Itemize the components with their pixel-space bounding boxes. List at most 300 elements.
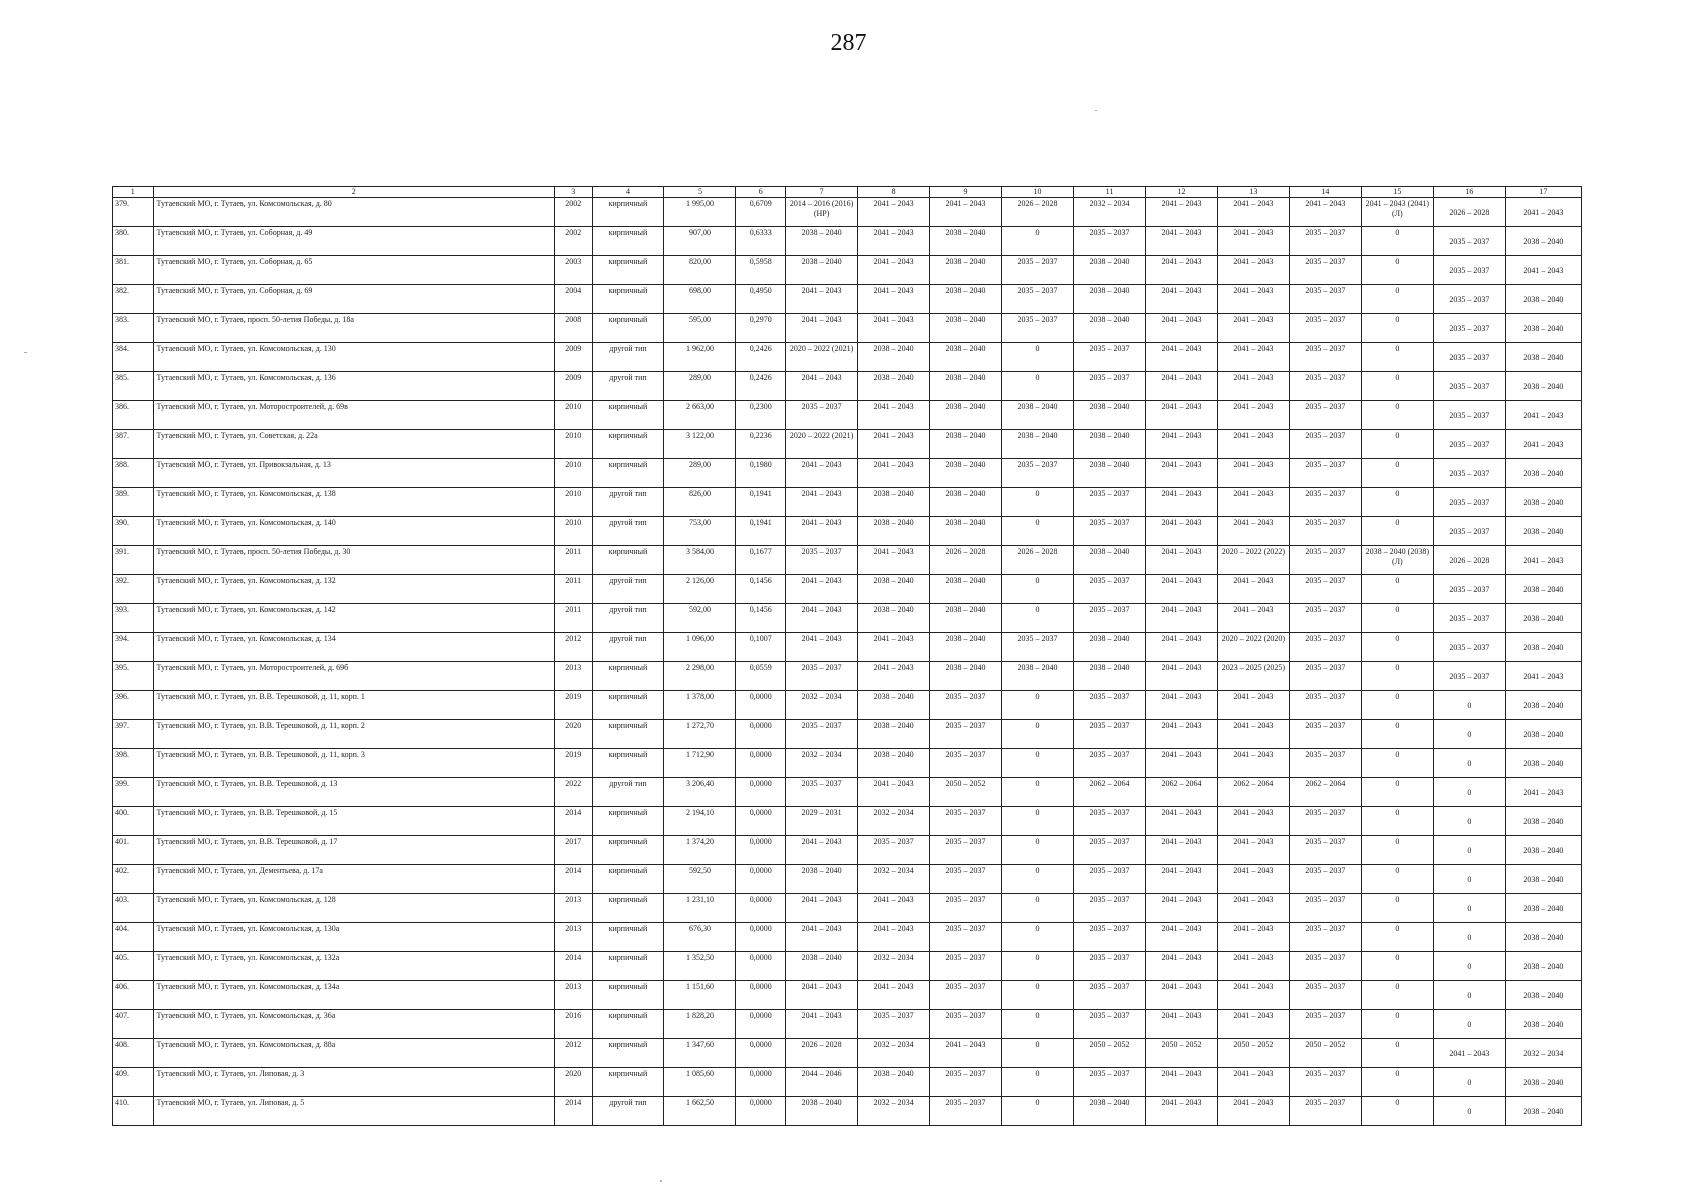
scan-speck bbox=[1095, 110, 1097, 111]
column-number-cell: 7 bbox=[786, 187, 858, 198]
table-row bbox=[113, 662, 1582, 691]
period-cell-col-8: 2035 – 2037 bbox=[858, 836, 930, 865]
period-cell-col-17: 2041 – 2043 bbox=[1505, 546, 1581, 575]
period-cell-col-7: 2041 – 2043 bbox=[786, 285, 858, 314]
period-cell-col-11: 2038 – 2040 bbox=[1073, 662, 1145, 691]
period-cell-col-16: 0 bbox=[1433, 691, 1505, 720]
period-cell-col-16: 2041 – 2043 bbox=[1433, 1039, 1505, 1068]
build-year-cell: 2022 bbox=[555, 778, 593, 807]
row-number-cell: 382. bbox=[113, 285, 154, 314]
period-cell-col-11: 2035 – 2037 bbox=[1073, 1010, 1145, 1039]
table-row bbox=[113, 517, 1582, 546]
build-year-cell: 2020 bbox=[555, 720, 593, 749]
wear-cell: 0,0000 bbox=[736, 1010, 786, 1039]
period-cell-col-14: 2035 – 2037 bbox=[1289, 575, 1361, 604]
period-cell-col-10: 2026 – 2028 bbox=[1002, 546, 1074, 575]
wear-cell: 0,0000 bbox=[736, 749, 786, 778]
address-cell: Тутаевский МО, г. Тутаев, ул. Комсомольская, д. 132а bbox=[153, 952, 554, 981]
period-cell-col-12: 2041 – 2043 bbox=[1145, 836, 1217, 865]
row-number-cell: 390. bbox=[113, 517, 154, 546]
address-cell: Тутаевский МО, г. Тутаев, ул. Комсомольская, д. 132 bbox=[153, 575, 554, 604]
wall-type-cell: кирпичный bbox=[592, 314, 664, 343]
period-cell-col-13: 2041 – 2043 bbox=[1217, 227, 1289, 256]
table-row bbox=[113, 1097, 1582, 1126]
area-cell: 1 962,00 bbox=[664, 343, 736, 372]
period-cell-col-10: 2035 – 2037 bbox=[1002, 256, 1074, 285]
address-cell: Тутаевский МО, г. Тутаев, ул. Соборная, д. 49 bbox=[153, 227, 554, 256]
period-cell-col-10: 0 bbox=[1002, 894, 1074, 923]
row-number-cell: 383. bbox=[113, 314, 154, 343]
period-cell-col-10: 0 bbox=[1002, 1010, 1074, 1039]
period-cell-col-11: 2035 – 2037 bbox=[1073, 575, 1145, 604]
period-cell-col-14: 2035 – 2037 bbox=[1289, 314, 1361, 343]
period-cell-col-14: 2035 – 2037 bbox=[1289, 865, 1361, 894]
period-cell-col-10: 0 bbox=[1002, 1097, 1074, 1126]
wall-type-cell: другой тип bbox=[592, 517, 664, 546]
period-cell-col-11: 2035 – 2037 bbox=[1073, 807, 1145, 836]
table-row bbox=[113, 459, 1582, 488]
wear-cell: 0,2300 bbox=[736, 401, 786, 430]
table-row bbox=[113, 285, 1582, 314]
period-cell-col-12: 2041 – 2043 bbox=[1145, 691, 1217, 720]
period-cell-col-8: 2038 – 2040 bbox=[858, 1068, 930, 1097]
period-cell-col-12: 2041 – 2043 bbox=[1145, 894, 1217, 923]
period-cell-col-11: 2035 – 2037 bbox=[1073, 691, 1145, 720]
period-cell-col-17: 2038 – 2040 bbox=[1505, 488, 1581, 517]
address-cell: Тутаевский МО, г. Тутаев, ул. Липовая, д. 3 bbox=[153, 1068, 554, 1097]
area-cell: 1 272,70 bbox=[664, 720, 736, 749]
address-cell: Тутаевский МО, г. Тутаев, ул. В.В. Терешковой, д. 15 bbox=[153, 807, 554, 836]
period-cell-col-14: 2035 – 2037 bbox=[1289, 1010, 1361, 1039]
column-number-cell: 9 bbox=[930, 187, 1002, 198]
wall-type-cell: другой тип bbox=[592, 575, 664, 604]
period-cell-col-7: 2038 – 2040 bbox=[786, 952, 858, 981]
row-number-cell: 391. bbox=[113, 546, 154, 575]
wall-type-cell: кирпичный bbox=[592, 1039, 664, 1068]
period-cell-col-8: 2038 – 2040 bbox=[858, 517, 930, 546]
wall-type-cell: кирпичный bbox=[592, 285, 664, 314]
period-cell-col-17: 2038 – 2040 bbox=[1505, 227, 1581, 256]
wear-cell: 0,0000 bbox=[736, 923, 786, 952]
period-cell-col-8: 2041 – 2043 bbox=[858, 633, 930, 662]
wear-cell: 0,0000 bbox=[736, 778, 786, 807]
address-cell: Тутаевский МО, г. Тутаев, ул. Соборная, д. 69 bbox=[153, 285, 554, 314]
period-cell-col-16: 2035 – 2037 bbox=[1433, 459, 1505, 488]
wear-cell: 0,0000 bbox=[736, 952, 786, 981]
period-cell-col-17: 2038 – 2040 bbox=[1505, 894, 1581, 923]
period-cell-col-10: 0 bbox=[1002, 923, 1074, 952]
period-cell-col-17: 2038 – 2040 bbox=[1505, 1068, 1581, 1097]
period-cell-col-7: 2032 – 2034 bbox=[786, 749, 858, 778]
area-cell: 1 231,10 bbox=[664, 894, 736, 923]
period-cell-col-13: 2041 – 2043 bbox=[1217, 981, 1289, 1010]
build-year-cell: 2013 bbox=[555, 981, 593, 1010]
period-cell-col-8: 2041 – 2043 bbox=[858, 923, 930, 952]
period-cell-col-13: 2041 – 2043 bbox=[1217, 894, 1289, 923]
period-cell-col-8: 2041 – 2043 bbox=[858, 401, 930, 430]
period-cell-col-13: 2041 – 2043 bbox=[1217, 1068, 1289, 1097]
period-cell-col-16: 2035 – 2037 bbox=[1433, 633, 1505, 662]
period-cell-col-15: 0 bbox=[1361, 517, 1433, 546]
row-number-cell: 380. bbox=[113, 227, 154, 256]
period-cell-col-7: 2014 – 2016 (2016) (НР) bbox=[786, 198, 858, 227]
period-cell-col-16: 2026 – 2028 bbox=[1433, 198, 1505, 227]
period-cell-col-12: 2041 – 2043 bbox=[1145, 227, 1217, 256]
row-number-cell: 394. bbox=[113, 633, 154, 662]
period-cell-col-10: 2026 – 2028 bbox=[1002, 198, 1074, 227]
period-cell-col-16: 2035 – 2037 bbox=[1433, 401, 1505, 430]
build-year-cell: 2020 bbox=[555, 1068, 593, 1097]
period-cell-col-14: 2035 – 2037 bbox=[1289, 836, 1361, 865]
area-cell: 1 828,20 bbox=[664, 1010, 736, 1039]
page-number: 287 bbox=[830, 30, 867, 56]
period-cell-col-17: 2032 – 2034 bbox=[1505, 1039, 1581, 1068]
build-year-cell: 2014 bbox=[555, 1097, 593, 1126]
period-cell-col-15: 0 bbox=[1361, 1010, 1433, 1039]
wall-type-cell: другой тип bbox=[592, 633, 664, 662]
period-cell-col-12: 2041 – 2043 bbox=[1145, 546, 1217, 575]
period-cell-col-12: 2041 – 2043 bbox=[1145, 401, 1217, 430]
period-cell-col-8: 2032 – 2034 bbox=[858, 865, 930, 894]
build-year-cell: 2019 bbox=[555, 749, 593, 778]
period-cell-col-12: 2041 – 2043 bbox=[1145, 749, 1217, 778]
wall-type-cell: другой тип bbox=[592, 488, 664, 517]
period-cell-col-10: 0 bbox=[1002, 836, 1074, 865]
period-cell-col-13: 2041 – 2043 bbox=[1217, 1097, 1289, 1126]
period-cell-col-13: 2041 – 2043 bbox=[1217, 807, 1289, 836]
wall-type-cell: кирпичный bbox=[592, 807, 664, 836]
period-cell-col-15: 0 bbox=[1361, 865, 1433, 894]
wall-type-cell: кирпичный bbox=[592, 1068, 664, 1097]
wear-cell: 0,2236 bbox=[736, 430, 786, 459]
area-cell: 2 298,00 bbox=[664, 662, 736, 691]
period-cell-col-12: 2041 – 2043 bbox=[1145, 198, 1217, 227]
period-cell-col-10: 2035 – 2037 bbox=[1002, 459, 1074, 488]
period-cell-col-17: 2041 – 2043 bbox=[1505, 430, 1581, 459]
period-cell-col-17: 2038 – 2040 bbox=[1505, 807, 1581, 836]
area-cell: 2 194,10 bbox=[664, 807, 736, 836]
row-number-cell: 379. bbox=[113, 198, 154, 227]
column-number-cell: 1 bbox=[113, 187, 154, 198]
period-cell-col-16: 2035 – 2037 bbox=[1433, 517, 1505, 546]
period-cell-col-10: 0 bbox=[1002, 749, 1074, 778]
period-cell-col-7: 2038 – 2040 bbox=[786, 227, 858, 256]
period-cell-col-8: 2038 – 2040 bbox=[858, 691, 930, 720]
period-cell-col-7: 2041 – 2043 bbox=[786, 372, 858, 401]
row-number-cell: 396. bbox=[113, 691, 154, 720]
wear-cell: 0,6709 bbox=[736, 198, 786, 227]
period-cell-col-17: 2038 – 2040 bbox=[1505, 372, 1581, 401]
period-cell-col-12: 2041 – 2043 bbox=[1145, 923, 1217, 952]
address-cell: Тутаевский МО, г. Тутаев, ул. Комсомольская, д. 128 bbox=[153, 894, 554, 923]
period-cell-col-13: 2041 – 2043 bbox=[1217, 923, 1289, 952]
address-cell: Тутаевский МО, г. Тутаев, ул. В.В. Терешковой, д. 11, корп. 1 bbox=[153, 691, 554, 720]
period-cell-col-10: 2038 – 2040 bbox=[1002, 430, 1074, 459]
table-row bbox=[113, 952, 1582, 981]
address-cell: Тутаевский МО, г. Тутаев, ул. Моторостроителей, д. 69в bbox=[153, 401, 554, 430]
period-cell-col-11: 2038 – 2040 bbox=[1073, 314, 1145, 343]
period-cell-col-15: 0 bbox=[1361, 1097, 1433, 1126]
area-cell: 826,00 bbox=[664, 488, 736, 517]
period-cell-col-8: 2041 – 2043 bbox=[858, 546, 930, 575]
period-cell-col-9: 2038 – 2040 bbox=[930, 227, 1002, 256]
period-cell-col-13: 2041 – 2043 bbox=[1217, 256, 1289, 285]
period-cell-col-8: 2041 – 2043 bbox=[858, 314, 930, 343]
wear-cell: 0,0000 bbox=[736, 1068, 786, 1097]
period-cell-col-7: 2041 – 2043 bbox=[786, 575, 858, 604]
period-cell-col-14: 2035 – 2037 bbox=[1289, 894, 1361, 923]
period-cell-col-8: 2038 – 2040 bbox=[858, 575, 930, 604]
row-number-cell: 393. bbox=[113, 604, 154, 633]
period-cell-col-15: 0 bbox=[1361, 459, 1433, 488]
period-cell-col-14: 2035 – 2037 bbox=[1289, 923, 1361, 952]
address-cell: Тутаевский МО, г. Тутаев, ул. Липовая, д. 5 bbox=[153, 1097, 554, 1126]
period-cell-col-10: 0 bbox=[1002, 865, 1074, 894]
period-cell-col-7: 2041 – 2043 bbox=[786, 894, 858, 923]
period-cell-col-17: 2041 – 2043 bbox=[1505, 256, 1581, 285]
wear-cell: 0,0000 bbox=[736, 691, 786, 720]
period-cell-col-9: 2038 – 2040 bbox=[930, 488, 1002, 517]
period-cell-col-17: 2041 – 2043 bbox=[1505, 401, 1581, 430]
period-cell-col-9: 2035 – 2037 bbox=[930, 836, 1002, 865]
period-cell-col-15: 0 bbox=[1361, 314, 1433, 343]
period-cell-col-10: 0 bbox=[1002, 807, 1074, 836]
wall-type-cell: кирпичный bbox=[592, 691, 664, 720]
row-number-cell: 386. bbox=[113, 401, 154, 430]
area-cell: 289,00 bbox=[664, 459, 736, 488]
period-cell-col-11: 2035 – 2037 bbox=[1073, 372, 1145, 401]
period-cell-col-9: 2038 – 2040 bbox=[930, 604, 1002, 633]
column-number-cell: 2 bbox=[153, 187, 554, 198]
period-cell-col-12: 2041 – 2043 bbox=[1145, 981, 1217, 1010]
period-cell-col-8: 2032 – 2034 bbox=[858, 952, 930, 981]
address-cell: Тутаевский МО, г. Тутаев, ул. Комсомольская, д. 136 bbox=[153, 372, 554, 401]
scan-speck bbox=[660, 1180, 662, 1182]
address-cell: Тутаевский МО, г. Тутаев, ул. Дементьева, д. 17а bbox=[153, 865, 554, 894]
build-year-cell: 2010 bbox=[555, 517, 593, 546]
period-cell-col-13: 2041 – 2043 bbox=[1217, 749, 1289, 778]
period-cell-col-16: 2035 – 2037 bbox=[1433, 575, 1505, 604]
wall-type-cell: кирпичный bbox=[592, 401, 664, 430]
table-row bbox=[113, 981, 1582, 1010]
period-cell-col-16: 0 bbox=[1433, 807, 1505, 836]
period-cell-col-13: 2041 – 2043 bbox=[1217, 430, 1289, 459]
wear-cell: 0,0000 bbox=[736, 720, 786, 749]
row-number-cell: 402. bbox=[113, 865, 154, 894]
period-cell-col-8: 2035 – 2037 bbox=[858, 1010, 930, 1039]
build-year-cell: 2014 bbox=[555, 952, 593, 981]
column-number-cell: 11 bbox=[1073, 187, 1145, 198]
period-cell-col-10: 0 bbox=[1002, 488, 1074, 517]
period-cell-col-15: 0 bbox=[1361, 285, 1433, 314]
build-year-cell: 2012 bbox=[555, 1039, 593, 1068]
period-cell-col-12: 2041 – 2043 bbox=[1145, 604, 1217, 633]
period-cell-col-15: 0 bbox=[1361, 691, 1433, 720]
build-year-cell: 2013 bbox=[555, 923, 593, 952]
build-year-cell: 2016 bbox=[555, 1010, 593, 1039]
period-cell-col-11: 2035 – 2037 bbox=[1073, 227, 1145, 256]
wall-type-cell: кирпичный bbox=[592, 923, 664, 952]
wall-type-cell: кирпичный bbox=[592, 749, 664, 778]
period-cell-col-9: 2035 – 2037 bbox=[930, 952, 1002, 981]
period-cell-col-16: 2026 – 2028 bbox=[1433, 546, 1505, 575]
period-cell-col-17: 2038 – 2040 bbox=[1505, 981, 1581, 1010]
period-cell-col-12: 2041 – 2043 bbox=[1145, 807, 1217, 836]
period-cell-col-15: 0 bbox=[1361, 1068, 1433, 1097]
period-cell-col-17: 2038 – 2040 bbox=[1505, 691, 1581, 720]
area-cell: 2 126,00 bbox=[664, 575, 736, 604]
period-cell-col-11: 2035 – 2037 bbox=[1073, 343, 1145, 372]
period-cell-col-10: 0 bbox=[1002, 517, 1074, 546]
table-row bbox=[113, 314, 1582, 343]
period-cell-col-9: 2038 – 2040 bbox=[930, 459, 1002, 488]
period-cell-col-13: 2041 – 2043 bbox=[1217, 952, 1289, 981]
wear-cell: 0,0000 bbox=[736, 865, 786, 894]
wall-type-cell: кирпичный bbox=[592, 459, 664, 488]
period-cell-col-8: 2041 – 2043 bbox=[858, 227, 930, 256]
area-cell: 1 085,60 bbox=[664, 1068, 736, 1097]
period-cell-col-13: 2041 – 2043 bbox=[1217, 314, 1289, 343]
period-cell-col-15: 0 bbox=[1361, 749, 1433, 778]
build-year-cell: 2010 bbox=[555, 459, 593, 488]
period-cell-col-11: 2035 – 2037 bbox=[1073, 836, 1145, 865]
period-cell-col-11: 2035 – 2037 bbox=[1073, 749, 1145, 778]
period-cell-col-7: 2041 – 2043 bbox=[786, 517, 858, 546]
wall-type-cell: другой тип bbox=[592, 604, 664, 633]
period-cell-col-15: 0 bbox=[1361, 575, 1433, 604]
period-cell-col-16: 0 bbox=[1433, 836, 1505, 865]
period-cell-col-7: 2020 – 2022 (2021) bbox=[786, 343, 858, 372]
period-cell-col-10: 0 bbox=[1002, 720, 1074, 749]
period-cell-col-14: 2035 – 2037 bbox=[1289, 604, 1361, 633]
period-cell-col-16: 0 bbox=[1433, 749, 1505, 778]
period-cell-col-17: 2038 – 2040 bbox=[1505, 575, 1581, 604]
wear-cell: 0,0000 bbox=[736, 836, 786, 865]
area-cell: 676,30 bbox=[664, 923, 736, 952]
period-cell-col-10: 0 bbox=[1002, 1039, 1074, 1068]
period-cell-col-13: 2062 – 2064 bbox=[1217, 778, 1289, 807]
period-cell-col-15: 0 bbox=[1361, 836, 1433, 865]
period-cell-col-16: 0 bbox=[1433, 1010, 1505, 1039]
period-cell-col-15: 0 bbox=[1361, 343, 1433, 372]
period-cell-col-10: 2038 – 2040 bbox=[1002, 401, 1074, 430]
period-cell-col-16: 0 bbox=[1433, 923, 1505, 952]
period-cell-col-15: 0 bbox=[1361, 952, 1433, 981]
period-cell-col-7: 2026 – 2028 bbox=[786, 1039, 858, 1068]
area-cell: 592,00 bbox=[664, 604, 736, 633]
column-number-cell: 17 bbox=[1505, 187, 1581, 198]
period-cell-col-16: 0 bbox=[1433, 778, 1505, 807]
period-cell-col-15: 2041 – 2043 (2041) (Л) bbox=[1361, 198, 1433, 227]
period-cell-col-10: 0 bbox=[1002, 1068, 1074, 1097]
period-cell-col-12: 2041 – 2043 bbox=[1145, 372, 1217, 401]
period-cell-col-11: 2032 – 2034 bbox=[1073, 198, 1145, 227]
address-cell: Тутаевский МО, г. Тутаев, ул. Комсомольская, д. 134а bbox=[153, 981, 554, 1010]
wall-type-cell: кирпичный bbox=[592, 836, 664, 865]
period-cell-col-15: 0 bbox=[1361, 256, 1433, 285]
table-row bbox=[113, 343, 1582, 372]
period-cell-col-11: 2050 – 2052 bbox=[1073, 1039, 1145, 1068]
build-year-cell: 2010 bbox=[555, 430, 593, 459]
period-cell-col-7: 2035 – 2037 bbox=[786, 778, 858, 807]
period-cell-col-9: 2035 – 2037 bbox=[930, 1010, 1002, 1039]
build-year-cell: 2013 bbox=[555, 894, 593, 923]
row-number-cell: 405. bbox=[113, 952, 154, 981]
period-cell-col-8: 2032 – 2034 bbox=[858, 1097, 930, 1126]
period-cell-col-7: 2029 – 2031 bbox=[786, 807, 858, 836]
period-cell-col-17: 2038 – 2040 bbox=[1505, 285, 1581, 314]
period-cell-col-8: 2032 – 2034 bbox=[858, 1039, 930, 1068]
wall-type-cell: другой тип bbox=[592, 372, 664, 401]
period-cell-col-17: 2038 – 2040 bbox=[1505, 865, 1581, 894]
period-cell-col-13: 2041 – 2043 bbox=[1217, 604, 1289, 633]
period-cell-col-13: 2041 – 2043 bbox=[1217, 372, 1289, 401]
period-cell-col-11: 2035 – 2037 bbox=[1073, 488, 1145, 517]
wall-type-cell: кирпичный bbox=[592, 1010, 664, 1039]
period-cell-col-15: 2038 – 2040 (2038) (Л) bbox=[1361, 546, 1433, 575]
period-cell-col-7: 2041 – 2043 bbox=[786, 459, 858, 488]
period-cell-col-15: 0 bbox=[1361, 604, 1433, 633]
period-cell-col-7: 2035 – 2037 bbox=[786, 662, 858, 691]
period-cell-col-17: 2038 – 2040 bbox=[1505, 720, 1581, 749]
period-cell-col-8: 2038 – 2040 bbox=[858, 343, 930, 372]
period-cell-col-8: 2041 – 2043 bbox=[858, 981, 930, 1010]
build-year-cell: 2017 bbox=[555, 836, 593, 865]
period-cell-col-15: 0 bbox=[1361, 662, 1433, 691]
scan-speck bbox=[24, 352, 27, 353]
period-cell-col-14: 2035 – 2037 bbox=[1289, 227, 1361, 256]
period-cell-col-10: 0 bbox=[1002, 778, 1074, 807]
period-cell-col-13: 2041 – 2043 bbox=[1217, 691, 1289, 720]
wall-type-cell: кирпичный bbox=[592, 430, 664, 459]
wall-type-cell: кирпичный bbox=[592, 198, 664, 227]
period-cell-col-17: 2038 – 2040 bbox=[1505, 952, 1581, 981]
period-cell-col-17: 2038 – 2040 bbox=[1505, 836, 1581, 865]
period-cell-col-7: 2035 – 2037 bbox=[786, 546, 858, 575]
period-cell-col-11: 2035 – 2037 bbox=[1073, 923, 1145, 952]
period-cell-col-7: 2041 – 2043 bbox=[786, 923, 858, 952]
period-cell-col-8: 2038 – 2040 bbox=[858, 372, 930, 401]
address-cell: Тутаевский МО, г. Тутаев, ул. Комсомольская, д. 142 bbox=[153, 604, 554, 633]
period-cell-col-13: 2041 – 2043 bbox=[1217, 1010, 1289, 1039]
period-cell-col-17: 2038 – 2040 bbox=[1505, 459, 1581, 488]
period-cell-col-14: 2035 – 2037 bbox=[1289, 430, 1361, 459]
period-cell-col-12: 2041 – 2043 bbox=[1145, 633, 1217, 662]
table-row bbox=[113, 546, 1582, 575]
period-cell-col-10: 0 bbox=[1002, 952, 1074, 981]
column-number-cell: 4 bbox=[592, 187, 664, 198]
row-number-cell: 384. bbox=[113, 343, 154, 372]
period-cell-col-14: 2035 – 2037 bbox=[1289, 981, 1361, 1010]
period-cell-col-14: 2035 – 2037 bbox=[1289, 285, 1361, 314]
period-cell-col-12: 2041 – 2043 bbox=[1145, 459, 1217, 488]
table-row bbox=[113, 691, 1582, 720]
period-cell-col-9: 2038 – 2040 bbox=[930, 633, 1002, 662]
period-cell-col-8: 2038 – 2040 bbox=[858, 720, 930, 749]
period-cell-col-15: 0 bbox=[1361, 981, 1433, 1010]
row-number-cell: 401. bbox=[113, 836, 154, 865]
period-cell-col-8: 2041 – 2043 bbox=[858, 459, 930, 488]
period-cell-col-8: 2041 – 2043 bbox=[858, 778, 930, 807]
period-cell-col-15: 0 bbox=[1361, 488, 1433, 517]
table-row bbox=[113, 575, 1582, 604]
period-cell-col-7: 2020 – 2022 (2021) bbox=[786, 430, 858, 459]
period-cell-col-13: 2020 – 2022 (2022) bbox=[1217, 546, 1289, 575]
column-number-cell: 15 bbox=[1361, 187, 1433, 198]
period-cell-col-10: 0 bbox=[1002, 981, 1074, 1010]
period-cell-col-9: 2041 – 2043 bbox=[930, 1039, 1002, 1068]
period-cell-col-11: 2035 – 2037 bbox=[1073, 865, 1145, 894]
